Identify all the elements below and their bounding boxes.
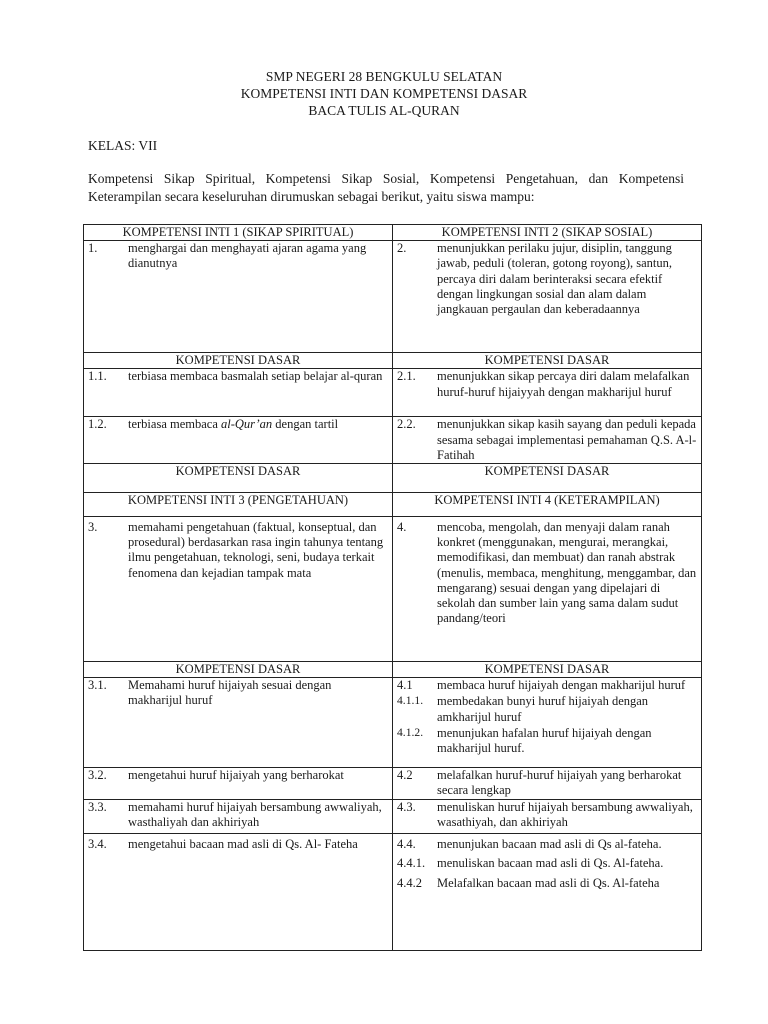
kd-header: KOMPETENSI DASAR	[393, 353, 702, 369]
kd-text: mengetahui huruf hijaiyah yang berharokat	[128, 768, 344, 783]
kd-cell	[84, 417, 393, 464]
kd-text-italic: al-Qur’an	[221, 417, 273, 432]
table-row	[84, 241, 702, 353]
kd-text: memahami huruf hijaiyah bersambung awwaliyah, wasthaliyah dan akhiriyah	[128, 800, 382, 830]
kd-number: 1.1.	[88, 369, 107, 384]
kd-number: 4.3.	[397, 800, 416, 815]
kd-text-part: dengan tartil	[272, 417, 339, 432]
kd-cell	[393, 768, 702, 800]
table-row	[84, 800, 702, 834]
kd-text-part: terbiasa membaca	[128, 417, 222, 432]
ki4-title: KOMPETENSI INTI 4 (KETERAMPILAN)	[393, 493, 702, 517]
kd-header: KOMPETENSI DASAR	[84, 662, 393, 678]
table-row	[84, 464, 702, 493]
kd-number: 4.4.1.	[397, 856, 426, 871]
table-row	[84, 493, 702, 517]
kd-number: 2.1.	[397, 369, 416, 384]
kd-number: 3.2.	[88, 768, 107, 783]
ki1-title: KOMPETENSI INTI 1 (SIKAP SPIRITUAL)	[84, 225, 393, 241]
document-header	[0, 68, 768, 119]
kd-text: menunjukan bacaan mad asli di Qs al-fateha.	[437, 837, 662, 852]
kd-number: 4.2	[397, 768, 413, 783]
kd-text: Melafalkan bacaan mad asli di Qs. Al-fateha	[437, 875, 660, 890]
kd-text: menuliskan huruf hijaiyah bersambung awwaliyah, wasathiyah, dan akhiriyah	[437, 800, 693, 830]
ki3-cell	[84, 517, 393, 662]
kd-number: 4.4.2	[397, 875, 422, 890]
kd-text: Memahami huruf hijaiyah sesuai dengan makharijul huruf	[128, 678, 332, 708]
kd-number: 3.1.	[88, 678, 107, 693]
kd-cell	[393, 834, 702, 951]
kd-number: 4.4.	[397, 837, 416, 852]
table-row	[84, 662, 702, 678]
table-row	[84, 678, 702, 768]
kd-number: 4.1.2.	[397, 725, 424, 739]
kd-cell	[84, 768, 393, 800]
kd-number: 3.3.	[88, 800, 107, 815]
kd-number: 4.1	[397, 678, 413, 693]
kd-text: menunjukan hafalan huruf hijaiyah dengan makharijul huruf.	[437, 725, 652, 756]
ki2-number: 2.	[397, 241, 407, 256]
ki3-title: KOMPETENSI INTI 3 (PENGETAHUAN)	[84, 493, 393, 517]
kd-cell	[393, 800, 702, 834]
class-label: KELAS: VII	[88, 138, 158, 153]
table-row	[84, 369, 702, 417]
kd-header: KOMPETENSI DASAR	[393, 662, 702, 678]
kd-header: KOMPETENSI DASAR	[393, 464, 702, 493]
school-name: SMP NEGERI 28 BENGKULU SELATAN	[265, 69, 503, 84]
table-row	[84, 834, 702, 951]
competency-table	[83, 224, 702, 951]
kd-text: mengetahui bacaan mad asli di Qs. Al- Fateha	[128, 837, 358, 852]
ki2-cell	[393, 241, 702, 353]
kd-cell	[84, 800, 393, 834]
ki1-text: menghargai dan menghayati ajaran agama yang dianutnya	[128, 241, 367, 271]
kd-cell	[393, 678, 702, 768]
table-row	[84, 225, 702, 241]
kd-header: KOMPETENSI DASAR	[84, 464, 393, 493]
intro-paragraph: Kompetensi Sikap Spiritual, Kompetensi Sikap Sosial, Kompetensi Pengetahuan, dan Kompetensi Keterampilan secara keseluruhan dirumuskan sebagai berikut, yaitu siswa mampu:	[88, 171, 684, 204]
kd-cell	[84, 369, 393, 417]
kd-text: membedakan bunyi huruf hijaiyah dengan amkharijul huruf	[437, 694, 649, 724]
kd-text: menunjukkan sikap kasih sayang dan peduli kepada sesama sebagai implementasi pemahaman Q.S. A-l-Fatihah	[437, 417, 697, 462]
ki1-cell	[84, 241, 393, 353]
kd-text: menunjukkan sikap percaya diri dalam melafalkan huruf-huruf hijaiyyah dengan makharijul huruf	[437, 369, 690, 399]
table-row	[84, 417, 702, 464]
ki1-number: 1.	[88, 241, 98, 256]
kd-header: KOMPETENSI DASAR	[84, 353, 393, 369]
kd-text: terbiasa membaca basmalah setiap belajar al-quran	[128, 369, 383, 384]
kd-number: 1.2.	[88, 417, 107, 432]
kd-cell	[393, 417, 702, 464]
kd-cell	[84, 678, 393, 768]
ki2-text: menunjukkan perilaku jujur, disiplin, tanggung jawab, peduli (toleran, gotong royong), santun, percaya diri dalam berinteraksi secara efektif dengan lingkungan sosial dan alam dalam jangkauan pergaulan dan keberadaannya	[437, 241, 673, 317]
kd-text: melafalkan huruf-huruf hijaiyah yang berharokat secara lengkap	[437, 768, 682, 798]
table-row	[84, 768, 702, 800]
document-title: KOMPETENSI INTI DAN KOMPETENSI DASAR	[240, 86, 528, 101]
kd-cell	[84, 834, 393, 951]
table-row	[84, 353, 702, 369]
kd-text	[128, 417, 388, 432]
subject-title: BACA TULIS AL-QURAN	[308, 103, 460, 118]
kd-number: 3.4.	[88, 837, 107, 852]
ki4-text: mencoba, mengolah, dan menyaji dalam ranah konkret (menggunakan, mengurai, merangkai, memodifikasi, dan membuat) dan ranah abstrak (menulis, membaca, menghitung, menggambar, dan mengarang) sesuai dengan yang dipelajari di sekolah dan sumber lain yang sama dalam sudut pandang/teori	[437, 520, 697, 626]
ki3-number: 3.	[88, 520, 98, 535]
kd-text: membaca huruf hijaiyah dengan makharijul huruf	[437, 678, 686, 693]
table-row	[84, 517, 702, 662]
ki4-cell	[393, 517, 702, 662]
ki4-number: 4.	[397, 520, 407, 535]
ki3-text: memahami pengetahuan (faktual, konseptual, dan prosedural) berdasarkan rasa ingin tahunya tentang ilmu pengetahuan, teknologi, seni, budaya terkait fenomena dan kejadian tampak mata	[128, 520, 384, 580]
kd-cell	[393, 369, 702, 417]
kd-text: menuliskan bacaan mad asli di Qs. Al-fateha.	[437, 856, 664, 871]
kd-number: 4.1.1.	[397, 694, 424, 708]
kd-number: 2.2.	[397, 417, 416, 432]
ki2-title: KOMPETENSI INTI 2 (SIKAP SOSIAL)	[393, 225, 702, 241]
